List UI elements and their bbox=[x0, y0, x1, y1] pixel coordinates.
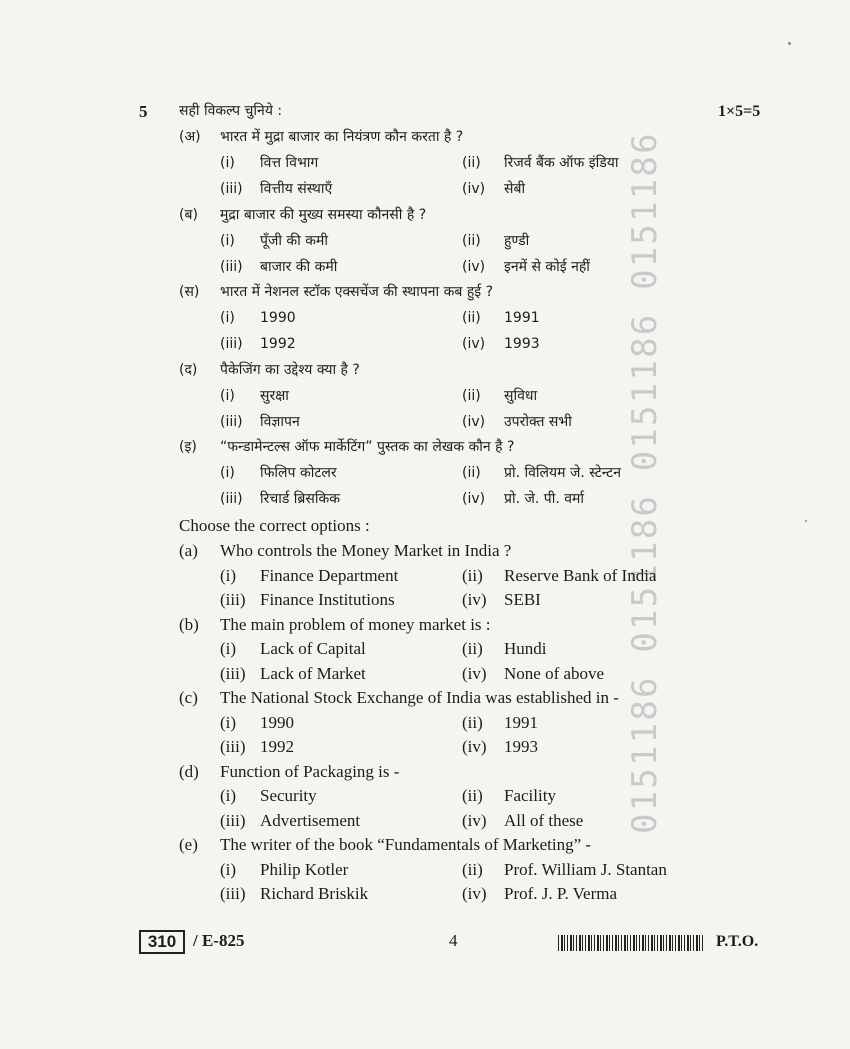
option-text: SEBI bbox=[504, 590, 541, 609]
option-number: (ii) bbox=[462, 639, 483, 658]
question-letter: (अ) bbox=[179, 129, 201, 145]
option-text: Facility bbox=[504, 786, 556, 805]
option-text: बाजार की कमी bbox=[260, 258, 338, 275]
option-text: रिजर्व बैंक ऑफ इंडिया bbox=[504, 155, 619, 171]
option-number: (iii) bbox=[220, 884, 246, 903]
question-letter: (ब) bbox=[179, 206, 198, 223]
option-number: (i) bbox=[220, 859, 237, 879]
option-number: (iii) bbox=[220, 258, 243, 275]
option-number: (iv) bbox=[462, 413, 486, 430]
option-number: (iv) bbox=[462, 663, 487, 683]
question-text: मुद्रा बाजार की मुख्य समस्या कौनसी है ? bbox=[220, 206, 427, 223]
serial-watermark: 0151186 0151186 0151186 0151186 bbox=[625, 131, 665, 834]
option-number: (i) bbox=[220, 232, 235, 249]
option-text: 1990 bbox=[260, 712, 294, 732]
question-text: Who controls the Money Market in India ? bbox=[220, 541, 512, 560]
question-text: “फन्डामेन्टल्स ऑफ मार्केटिंग” पुस्तक का लेखक कौन है ? bbox=[220, 439, 515, 455]
option-number: (iv) bbox=[462, 491, 486, 507]
question-text: Function of Packaging is - bbox=[220, 761, 400, 781]
option-text: Lack of Market bbox=[260, 663, 366, 683]
option-number: (iii) bbox=[220, 663, 246, 683]
option-text: इनमें से कोई नहीं bbox=[504, 258, 590, 275]
option-text: 1990 bbox=[260, 310, 296, 326]
question-letter: (इ) bbox=[179, 439, 197, 455]
option-number: (iv) bbox=[462, 737, 487, 756]
option-text: Finance Institutions bbox=[260, 590, 395, 609]
option-text: फिलिप कोटलर bbox=[260, 465, 337, 481]
option-text: Richard Briskik bbox=[260, 884, 369, 903]
option-number: (iv) bbox=[462, 336, 486, 352]
option-number: (i) bbox=[220, 565, 237, 585]
option-number: (ii) bbox=[462, 232, 481, 249]
hindi-instruction: सही विकल्प चुनिये : bbox=[179, 103, 283, 119]
question-letter: (स) bbox=[179, 284, 200, 300]
question-letter: (b) bbox=[179, 614, 199, 634]
option-number: (iii) bbox=[220, 491, 243, 507]
option-text: 1991 bbox=[504, 712, 538, 732]
option-text: 1993 bbox=[504, 737, 538, 756]
series-code: / E-825 bbox=[193, 931, 245, 950]
question-text: भारत में मुद्रा बाजार का नियंत्रण कौन करता है ? bbox=[220, 129, 464, 145]
option-number: (iii) bbox=[220, 590, 246, 609]
option-number: (i) bbox=[220, 786, 237, 805]
option-number: (iv) bbox=[462, 884, 487, 903]
question-letter: (e) bbox=[179, 835, 198, 854]
option-text: Finance Department bbox=[260, 565, 399, 585]
option-text: प्रो. विलियम जे. स्टेन्टन bbox=[504, 465, 621, 481]
option-number: (iii) bbox=[220, 336, 243, 352]
question-letter: (c) bbox=[179, 688, 198, 707]
option-number: (i) bbox=[220, 712, 237, 732]
question-text: The writer of the book “Fundamentals of Marketing” - bbox=[220, 835, 592, 854]
option-text: Reserve Bank of India bbox=[504, 565, 657, 585]
paper-code-box: 310 bbox=[139, 930, 185, 954]
option-text: Hundi bbox=[504, 639, 547, 658]
option-number: (i) bbox=[220, 465, 235, 481]
option-text: Prof. William J. Stantan bbox=[504, 859, 667, 879]
option-number: (ii) bbox=[462, 712, 483, 732]
page-number: 4 bbox=[449, 931, 458, 950]
option-text: वित्त विभाग bbox=[260, 155, 319, 171]
option-number: (i) bbox=[220, 639, 237, 658]
question-text: भारत में नेशनल स्टॉक एक्सचेंज की स्थापना कब हुई ? bbox=[220, 284, 494, 300]
option-number: (ii) bbox=[462, 310, 481, 326]
english-instruction: Choose the correct options : bbox=[179, 516, 370, 535]
option-number: (iv) bbox=[462, 181, 486, 197]
option-number: (iv) bbox=[462, 258, 486, 275]
option-text: 1992 bbox=[260, 737, 294, 756]
option-text: 1992 bbox=[260, 336, 296, 352]
option-number: (iii) bbox=[220, 810, 246, 830]
option-text: सुरक्षा bbox=[260, 387, 289, 404]
option-text: प्रो. जे. पी. वर्मा bbox=[504, 491, 585, 507]
option-text: Security bbox=[260, 786, 317, 805]
question-number: 5 bbox=[139, 102, 148, 121]
option-number: (iv) bbox=[462, 590, 487, 609]
option-text: विज्ञापन bbox=[260, 413, 300, 430]
pto-label: P.T.O. bbox=[716, 933, 759, 950]
question-text: पैकेजिंग का उद्देश्य क्या है ? bbox=[220, 361, 360, 378]
option-number: (i) bbox=[220, 155, 235, 171]
marks-allocation: 1×5=5 bbox=[718, 103, 761, 120]
option-number: (i) bbox=[220, 310, 235, 326]
option-text: Lack of Capital bbox=[260, 639, 366, 658]
option-text: रिचार्ड ब्रिसकिक bbox=[260, 491, 341, 507]
question-text: The main problem of money market is : bbox=[220, 614, 491, 634]
scan-speck bbox=[805, 520, 807, 522]
option-text: वित्तीय संस्थाएँ bbox=[260, 181, 333, 197]
option-number: (iv) bbox=[462, 810, 487, 830]
question-letter: (d) bbox=[179, 761, 199, 781]
option-text: Prof. J. P. Verma bbox=[504, 884, 618, 903]
option-number: (iii) bbox=[220, 413, 243, 430]
option-text: All of these bbox=[504, 810, 584, 830]
option-number: (ii) bbox=[462, 155, 481, 171]
option-number: (ii) bbox=[462, 859, 483, 879]
option-text: हुण्डी bbox=[504, 232, 530, 249]
option-number: (ii) bbox=[462, 565, 483, 585]
option-text: पूँजी की कमी bbox=[260, 232, 328, 249]
option-number: (iii) bbox=[220, 181, 243, 197]
option-number: (ii) bbox=[462, 387, 481, 404]
option-number: (iii) bbox=[220, 737, 246, 756]
question-letter: (a) bbox=[179, 541, 198, 560]
option-text: Philip Kotler bbox=[260, 859, 349, 879]
scan-speck bbox=[788, 42, 791, 45]
option-text: Advertisement bbox=[260, 810, 361, 830]
question-text: The National Stock Exchange of India was established in - bbox=[220, 688, 619, 707]
barcode-icon bbox=[558, 935, 704, 951]
option-number: (ii) bbox=[462, 786, 483, 805]
question-letter: (द) bbox=[179, 361, 198, 378]
option-text: 1991 bbox=[504, 310, 540, 326]
option-number: (i) bbox=[220, 387, 235, 404]
option-text: सुविधा bbox=[504, 387, 538, 404]
option-text: 1993 bbox=[504, 336, 540, 352]
option-text: सेबी bbox=[504, 181, 526, 197]
option-text: उपरोक्त सभी bbox=[504, 413, 572, 430]
option-number: (ii) bbox=[462, 465, 481, 481]
option-text: None of above bbox=[504, 663, 605, 683]
